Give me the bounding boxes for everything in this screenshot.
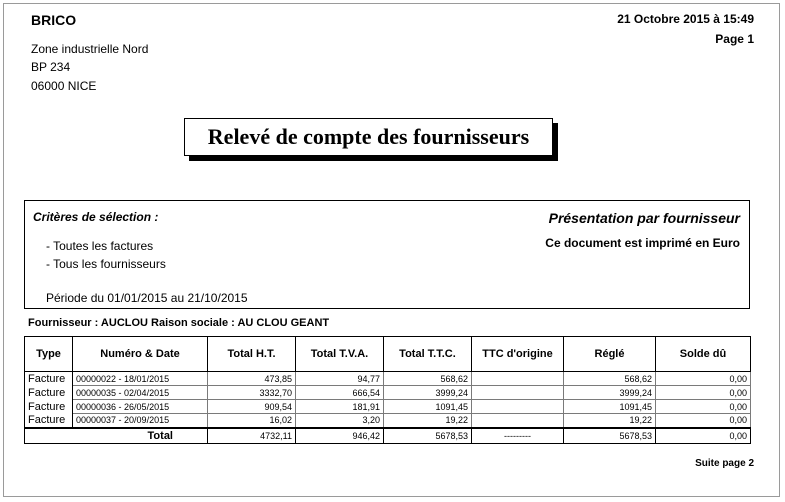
address-line-2: BP 234 [31, 60, 71, 74]
supplier-line: Fournisseur : AUCLOU Raison sociale : AU CLOU GEANT [28, 317, 330, 329]
col-header-paid: Réglé [564, 337, 656, 372]
col-header-ref: Numéro & Date [73, 337, 208, 372]
col-header-ht: Total H.T. [208, 337, 296, 372]
total-label: Total [25, 428, 208, 444]
report-title: Relevé de compte des fournisseurs [184, 118, 553, 156]
cell-ht: 909,54 [208, 400, 296, 414]
cell-due: 0,00 [656, 414, 751, 428]
cell-ht: 473,85 [208, 372, 296, 386]
cell-due: 0,00 [656, 386, 751, 400]
cell-ht: 16,02 [208, 414, 296, 428]
continued-note: Suite page 2 [695, 458, 754, 469]
table-row [25, 386, 751, 400]
page-number: Page 1 [715, 32, 754, 46]
cell-tva: 666,54 [296, 386, 384, 400]
total-ht: 4732,11 [208, 428, 296, 444]
selection-criteria-box [24, 200, 750, 309]
cell-ref: 00000022 - 18/01/2015 [73, 372, 208, 386]
table-row [25, 400, 751, 414]
cell-origin [472, 372, 564, 386]
col-header-type: Type [25, 337, 73, 372]
cell-tva: 94,77 [296, 372, 384, 386]
col-header-tva: Total T.V.A. [296, 337, 384, 372]
criteria-period: Période du 01/01/2015 au 21/10/2015 [46, 291, 248, 305]
criteria-item-invoices: - Toutes les factures [46, 239, 154, 253]
cell-origin [472, 400, 564, 414]
total-ttc: 5678,53 [384, 428, 472, 444]
address-line-1: Zone industrielle Nord [31, 42, 149, 56]
currency-note: Ce document est imprimé en Euro [545, 236, 740, 250]
cell-paid: 19,22 [564, 414, 656, 428]
cell-ref: 00000035 - 02/04/2015 [73, 386, 208, 400]
table-header-row [25, 337, 751, 372]
cell-ref: 00000037 - 20/09/2015 [73, 414, 208, 428]
cell-origin [472, 386, 564, 400]
cell-type: Facture [25, 400, 73, 414]
table-row [25, 372, 751, 386]
invoice-table [24, 336, 751, 444]
cell-due: 0,00 [656, 400, 751, 414]
cell-paid: 1091,45 [564, 400, 656, 414]
col-header-ttc: Total T.T.C. [384, 337, 472, 372]
col-header-due: Solde dû [656, 337, 751, 372]
cell-due: 0,00 [656, 372, 751, 386]
company-name: BRICO [31, 12, 77, 28]
total-due: 0,00 [656, 428, 751, 444]
total-paid: 5678,53 [564, 428, 656, 444]
total-origin: --------- [472, 428, 564, 444]
criteria-title: Critères de sélection : [33, 210, 159, 224]
cell-paid: 568,62 [564, 372, 656, 386]
presentation-mode: Présentation par fournisseur [548, 210, 740, 226]
cell-ttc: 19,22 [384, 414, 472, 428]
total-tva: 946,42 [296, 428, 384, 444]
cell-ttc: 3999,24 [384, 386, 472, 400]
cell-type: Facture [25, 414, 73, 428]
table-row [25, 414, 751, 428]
cell-ht: 3332,70 [208, 386, 296, 400]
cell-paid: 3999,24 [564, 386, 656, 400]
cell-origin [472, 414, 564, 428]
col-header-origin: TTC d'origine [472, 337, 564, 372]
criteria-item-suppliers: - Tous les fournisseurs [46, 257, 166, 271]
print-datetime: 21 Octobre 2015 à 15:49 [617, 12, 754, 26]
cell-type: Facture [25, 372, 73, 386]
cell-ref: 00000036 - 26/05/2015 [73, 400, 208, 414]
cell-ttc: 1091,45 [384, 400, 472, 414]
total-row [25, 428, 751, 444]
cell-tva: 181,91 [296, 400, 384, 414]
cell-ttc: 568,62 [384, 372, 472, 386]
cell-tva: 3,20 [296, 414, 384, 428]
address-line-3: 06000 NICE [31, 79, 97, 93]
cell-type: Facture [25, 386, 73, 400]
